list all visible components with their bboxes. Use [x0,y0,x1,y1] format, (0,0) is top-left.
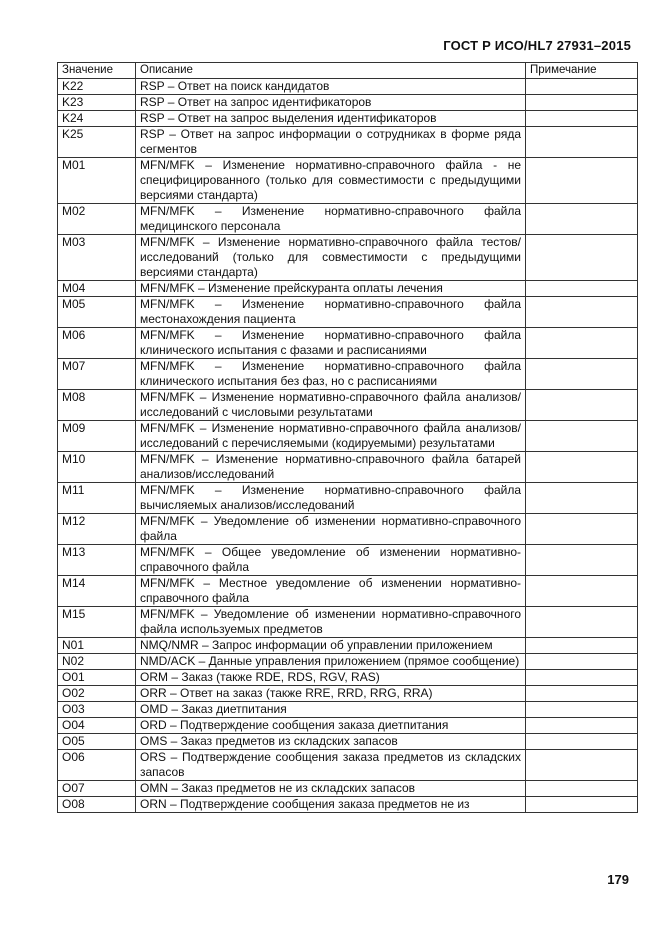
code-cell: O03 [58,702,136,718]
code-cell: M08 [58,390,136,421]
note-cell [526,452,638,483]
code-cell: M01 [58,158,136,204]
table-row [58,158,638,204]
description-cell: RSP – Ответ на поиск кандидатов [136,79,526,95]
note-cell [526,670,638,686]
table-row [58,111,638,127]
note-cell [526,95,638,111]
table-row [58,702,638,718]
description-cell: MFN/MFK – Изменение нормативно-справочного файла батарей анализов/исследований [136,452,526,483]
table-row [58,545,638,576]
note-cell [526,328,638,359]
note-cell [526,576,638,607]
code-cell: O01 [58,670,136,686]
description-cell: MFN/MFK – Изменение нормативно-справочного файла клинического испытания без фаз, но с расписаниями [136,359,526,390]
table-row [58,359,638,390]
code-cell: M03 [58,235,136,281]
description-cell: RSP – Ответ на запрос информации о сотрудниках в форме ряда сегментов [136,127,526,158]
code-cell: M11 [58,483,136,514]
note-cell [526,638,638,654]
table-row [58,797,638,813]
note-cell [526,281,638,297]
code-cell: O08 [58,797,136,813]
note-cell [526,111,638,127]
note-cell [526,297,638,328]
note-cell [526,158,638,204]
description-cell: MFN/MFK – Изменение прейскуранта оплаты лечения [136,281,526,297]
code-cell: M12 [58,514,136,545]
description-cell: MFN/MFK – Изменение нормативно-справочного файла тестов/исследований (только для совместимости с предыдущими версиями стандарта) [136,235,526,281]
description-cell: ORN – Подтверждение сообщения заказа предметов не из [136,797,526,813]
note-cell [526,750,638,781]
description-cell: ORS – Подтверждение сообщения заказа предметов из складских запасов [136,750,526,781]
column-header-note: Примечание [526,63,638,79]
event-type-table [57,62,638,813]
note-cell [526,79,638,95]
note-cell [526,718,638,734]
note-cell [526,797,638,813]
description-cell: MFN/MFK – Изменение нормативно-справочного файла местонахождения пациента [136,297,526,328]
code-cell: M09 [58,421,136,452]
note-cell [526,686,638,702]
column-header-description: Описание [136,63,526,79]
description-cell: MFN/MFK – Общее уведомление об изменении нормативно-справочного файла [136,545,526,576]
table-row [58,95,638,111]
table-row [58,390,638,421]
code-cell: M07 [58,359,136,390]
code-cell: K22 [58,79,136,95]
note-cell [526,421,638,452]
description-cell: MFN/MFK – Изменение нормативно-справочного файла анализов/исследований с перечисляемыми (кодируемыми) результатами [136,421,526,452]
table-row [58,607,638,638]
note-cell [526,514,638,545]
code-cell: K23 [58,95,136,111]
description-cell: RSP – Ответ на запрос выделения идентификаторов [136,111,526,127]
code-cell: O06 [58,750,136,781]
description-cell: NMQ/NMR – Запрос информации об управлении приложением [136,638,526,654]
table-row [58,127,638,158]
description-cell: OMS – Заказ предметов из складских запасов [136,734,526,750]
table-row [58,638,638,654]
table-row [58,654,638,670]
page-number: 179 [607,872,629,887]
description-cell: MFN/MFK – Уведомление об изменении нормативно-справочного файла [136,514,526,545]
description-cell: ORM – Заказ (также RDE, RDS, RGV, RAS) [136,670,526,686]
note-cell [526,483,638,514]
description-cell: MFN/MFK – Изменение нормативно-справочного файла вычисляемых анализов/исследований [136,483,526,514]
code-cell: N02 [58,654,136,670]
document-header: ГОСТ Р ИСО/HL7 27931–2015 [443,38,631,53]
table-row [58,734,638,750]
note-cell [526,781,638,797]
note-cell [526,545,638,576]
code-cell: O04 [58,718,136,734]
description-cell: MFN/MFK – Изменение нормативно-справочного файла клинического испытания с фазами и расписаниями [136,328,526,359]
table-row [58,421,638,452]
code-cell: M02 [58,204,136,235]
code-cell: O07 [58,781,136,797]
table-row [58,686,638,702]
description-cell: MFN/MFK – Уведомление об изменении нормативно-справочного файла используемых предметов [136,607,526,638]
table-row [58,750,638,781]
note-cell [526,127,638,158]
description-cell: MFN/MFK – Местное уведомление об изменении нормативно-справочного файла [136,576,526,607]
code-cell: M13 [58,545,136,576]
code-cell: N01 [58,638,136,654]
note-cell [526,204,638,235]
description-cell: MFN/MFK – Изменение нормативно-справочного файла - не специфицированного (только для совместимости с предыдущими версиями стандарта) [136,158,526,204]
code-cell: M15 [58,607,136,638]
code-cell: O05 [58,734,136,750]
description-cell: OMD – Заказ диетпитания [136,702,526,718]
code-cell: K25 [58,127,136,158]
table-row [58,781,638,797]
table-row [58,670,638,686]
note-cell [526,359,638,390]
table-row [58,718,638,734]
description-cell: ORR – Ответ на заказ (также RRE, RRD, RRG, RRA) [136,686,526,702]
description-cell: NMD/ACK – Данные управления приложением (прямое сообщение) [136,654,526,670]
column-header-value: Значение [58,63,136,79]
note-cell [526,390,638,421]
code-cell: M10 [58,452,136,483]
table-row [58,452,638,483]
table-header-row [58,63,638,79]
code-cell: M14 [58,576,136,607]
code-cell: O02 [58,686,136,702]
description-cell: MFN/MFK – Изменение нормативно-справочного файла анализов/исследований с числовыми результатами [136,390,526,421]
description-cell: OMN – Заказ предметов не из складских запасов [136,781,526,797]
note-cell [526,734,638,750]
table-row [58,297,638,328]
table-row [58,204,638,235]
code-cell: M05 [58,297,136,328]
table-row [58,514,638,545]
description-cell: ORD – Подтверждение сообщения заказа диетпитания [136,718,526,734]
code-cell: K24 [58,111,136,127]
description-cell: RSP – Ответ на запрос идентификаторов [136,95,526,111]
note-cell [526,607,638,638]
table-row [58,235,638,281]
note-cell [526,235,638,281]
table-row [58,281,638,297]
code-cell: M04 [58,281,136,297]
table-row [58,328,638,359]
note-cell [526,654,638,670]
table-body [58,79,638,813]
note-cell [526,702,638,718]
table-row [58,483,638,514]
table-row [58,576,638,607]
description-cell: MFN/MFK – Изменение нормативно-справочного файла медицинского персонала [136,204,526,235]
table-row [58,79,638,95]
code-cell: M06 [58,328,136,359]
